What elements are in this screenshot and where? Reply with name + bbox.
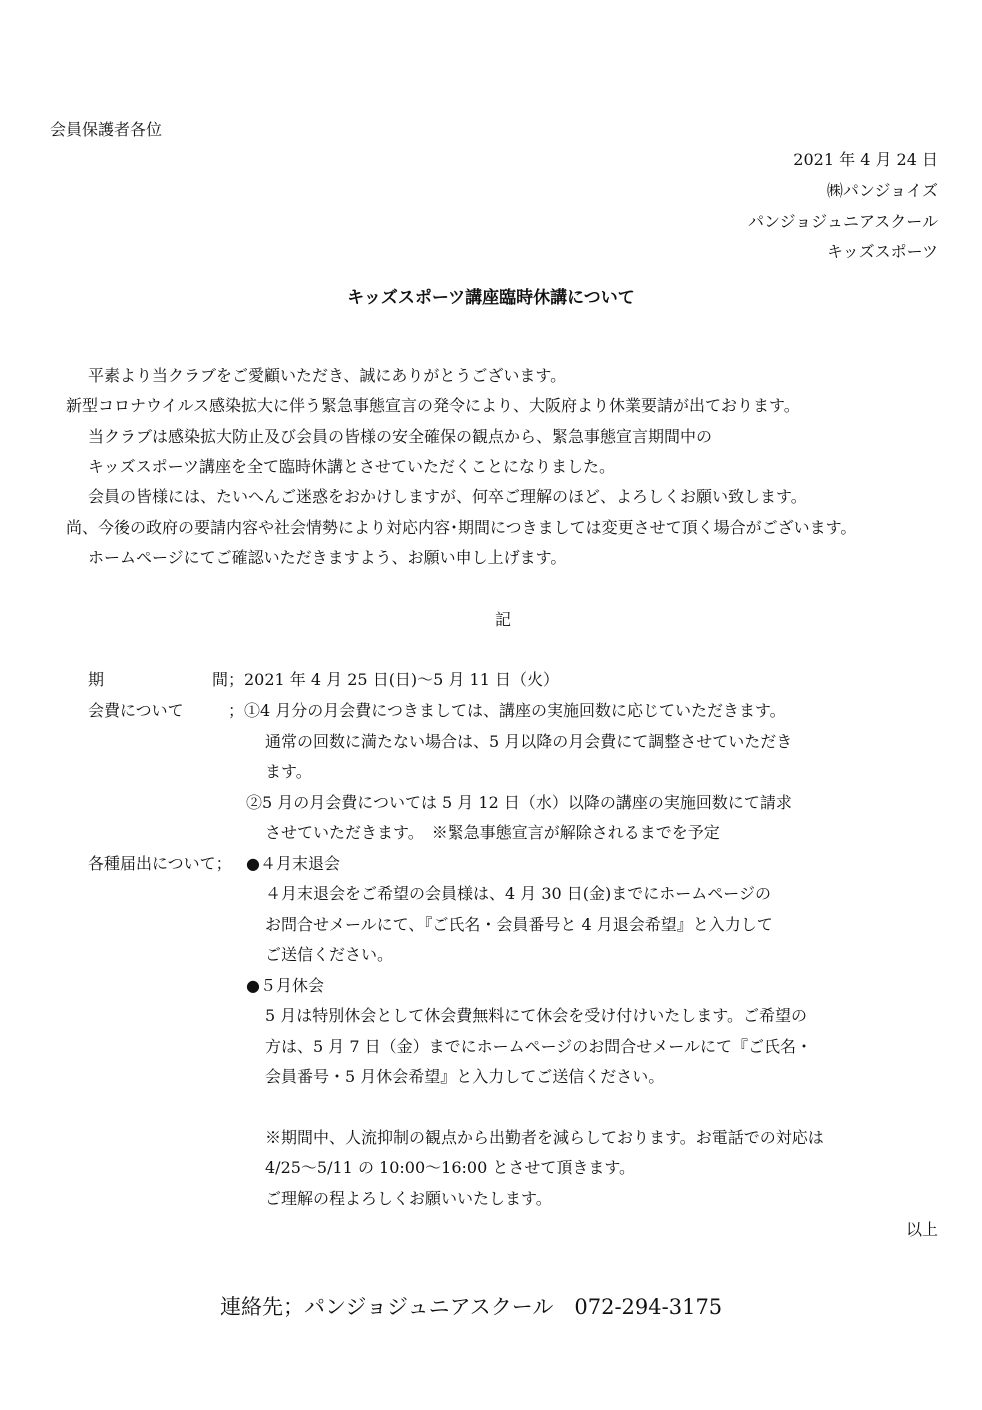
withdraw-heading: ●４月末退会 xyxy=(246,854,340,873)
body-line-3: 当クラブは感染拡大防止及び会員の皆様の安全確保の観点から、緊急事態宣言期間中の xyxy=(88,427,713,446)
body-line-5: 会員の皆様には、たいへんご迷惑をおかけしますが、何卒ご理解のほど、よろしくお願い致します。 xyxy=(88,487,807,506)
closing: 以上 xyxy=(905,1220,938,1239)
suspend-line-3: 会員番号・5 月休会希望』と入力してご送信ください。 xyxy=(265,1067,665,1086)
period-value: ；2021 年 4 月 25 日(日)～5 月 11 日（火） xyxy=(228,670,559,689)
sender-company: ㈱パンジョイズ xyxy=(826,181,938,200)
withdraw-line-3: ご送信ください。 xyxy=(265,945,394,964)
body-line-7: ホームページにてご確認いただきますよう、お願い申し上げます。 xyxy=(88,548,567,567)
contact-line: 連絡先；パンジョジュニアスクール 072-294-3175 xyxy=(220,1295,723,1319)
note-line-3: ご理解の程よろしくお願いいたします。 xyxy=(265,1189,552,1208)
date: 2021 年 4 月 24 日 xyxy=(793,150,938,169)
fees-line-1: ；①4 月分の月会費につきましては、講座の実施回数に応じていただきます。 xyxy=(228,701,786,720)
fees-line-3: ます。 xyxy=(265,762,312,781)
body-line-6: 尚、今後の政府の要請内容や社会情勢により対応内容･期間につきましては変更させて頂く場合がございます。 xyxy=(66,518,857,537)
withdraw-line-2: お問合せメールにて、『ご氏名・会員番号と 4 月退会希望』と入力して xyxy=(265,915,773,934)
notifications-label: 各種届出について； xyxy=(88,854,232,873)
recipient: 会員保護者各位 xyxy=(50,120,163,139)
ki-heading: 記 xyxy=(494,610,511,629)
sender-department: キッズスポーツ xyxy=(826,242,938,261)
fees-line-2: 通常の回数に満たない場合は、5 月以降の月会費にて調整させていただき xyxy=(265,732,793,751)
suspend-line-2: 方は、5 月 7 日（金）までにホームページのお問合せメールにて『ご氏名・ xyxy=(265,1037,812,1056)
body-line-4: キッズスポーツ講座を全て臨時休講とさせていただくことになりました。 xyxy=(88,457,616,476)
fees-line-4: ②5 月の月会費については 5 月 12 日（水）以降の講座の実施回数にて請求 xyxy=(246,793,792,812)
body-line-2: 新型コロナウイルス感染拡大に伴う緊急事態宣言の発令により、大阪府より休業要請が出ております。 xyxy=(66,396,800,415)
suspend-heading: ●５月休会 xyxy=(246,976,324,995)
document-title: キッズスポーツ講座臨時休講について xyxy=(347,288,635,308)
suspend-line-1: 5 月は特別休会として休会費無料にて休会を受け付けいたします。ご希望の xyxy=(265,1006,807,1025)
body-line-1: 平素より当クラブをご愛顧いただき、誠にありがとうございます。 xyxy=(88,366,567,385)
sender-school: パンジョジュニアスクール xyxy=(747,212,938,231)
fees-line-5: させていただきます。 ※緊急事態宣言が解除されるまでを予定 xyxy=(265,823,720,842)
note-line-1: ※期間中、人流抑制の観点から出勤者を減らしております。お電話での対応は xyxy=(265,1128,824,1147)
fees-label: 会費について xyxy=(88,701,184,720)
period-label-left: 期 xyxy=(88,670,105,689)
period-label-right: 間 xyxy=(212,670,229,689)
note-line-2: 4/25～5/11 の 10:00～16:00 とさせて頂きます。 xyxy=(265,1158,636,1177)
withdraw-line-1: ４月末退会をご希望の会員様は、4 月 30 日(金)までにホームページの xyxy=(265,884,771,903)
